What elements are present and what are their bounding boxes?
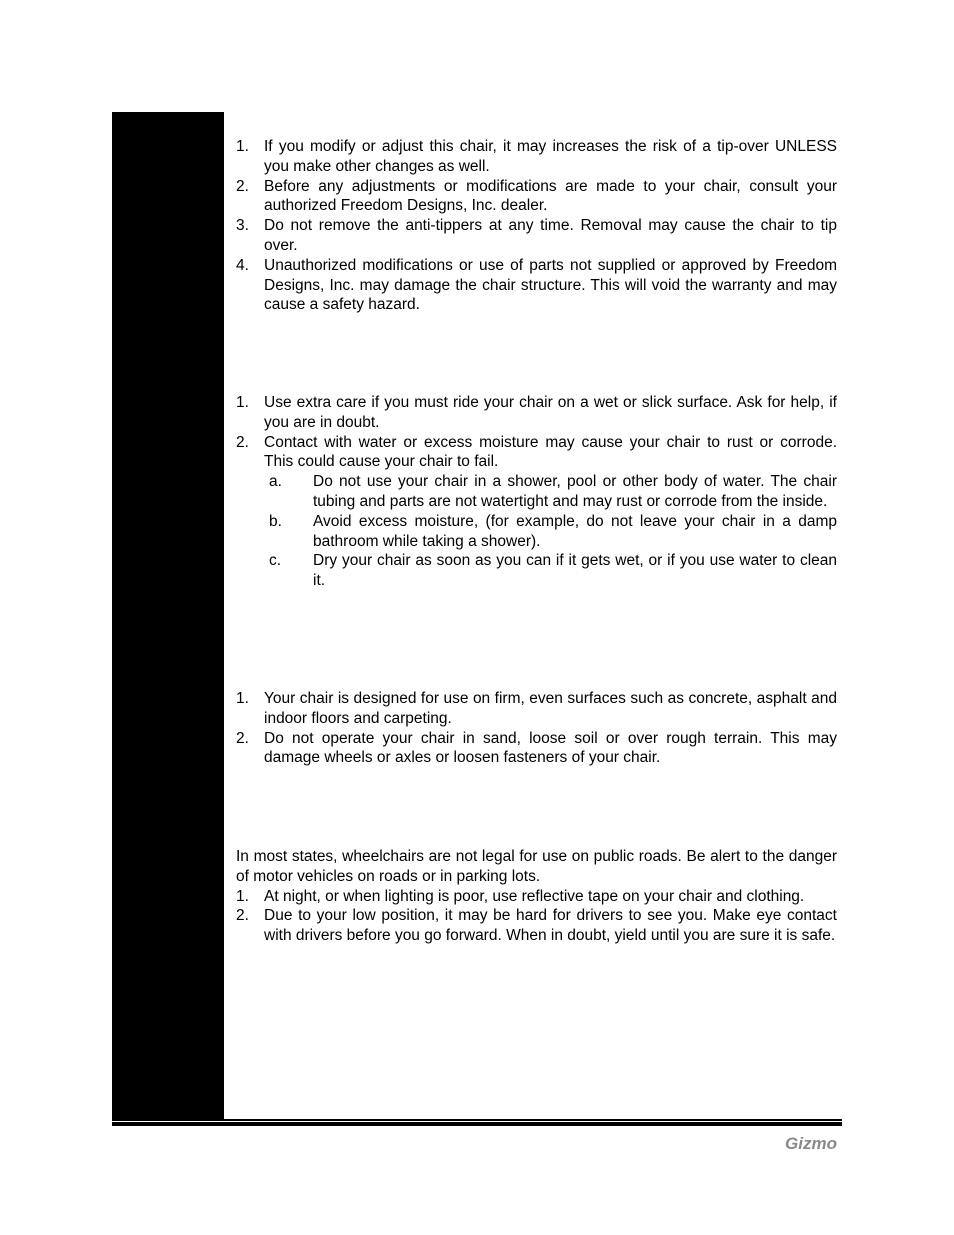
item-number: 1. [236,138,249,155]
item-text: Unauthorized modifications or use of parts not supplied or approved by Freedom Designs, Inc. may damage the chair structure. This will void the warranty and may cause a safety hazard. [264,256,837,314]
item-number: 2. [236,729,249,747]
list-item [236,689,837,729]
item-text: Use extra care if you must ride your chair on a wet or slick surface. Ask for help, if you are in doubt. [264,394,837,431]
item-text: Before any adjustments or modifications are made to your chair, consult your authorized Freedom Designs, Inc. dealer. [264,177,837,215]
list-item [236,887,837,907]
sub-list-item [236,512,837,552]
list-item [236,177,837,217]
list-item [236,137,837,177]
item-number: 1. [236,690,249,707]
item-number: 2. [236,907,249,925]
sub-item-text: Do not use your chair in a shower, pool or other body of water. The chair tubing and parts are not watertight and may rust or corrode from the inside. [313,473,837,510]
item-number: 3. [236,217,249,235]
list-item [236,256,837,315]
item-text: Due to your low position, it may be hard for drivers to see you. Make eye contact with drivers before you go forward. When in doubt, yield until you are sure it is safe. [264,907,837,945]
sub-item-text: Dry your chair as soon as you can if it gets wet, or if you use water to clean it. [313,552,837,590]
list-item [236,906,837,946]
list-item [236,433,837,473]
item-text: Do not remove the anti-tippers at any time. Removal may cause the chair to tip over. [264,217,837,254]
section-wet-surfaces [236,393,837,591]
sub-item-letter: b. [269,512,282,530]
list-item [236,216,837,256]
item-text: Contact with water or excess moisture may cause your chair to rust or corrode. This could cause your chair to fail. [264,433,837,471]
sub-list-item [236,551,837,591]
footer-rule-thin [112,1119,842,1121]
item-text: At night, or when lighting is poor, use reflective tape on your chair and clothing. [264,887,805,905]
section-terrain [236,689,837,768]
sidebar-black-band [112,112,224,1119]
sub-item-letter: a. [269,473,282,491]
footer-rule-thick [112,1122,842,1126]
footer-brand: Gizmo [785,1134,837,1153]
item-text: Your chair is designed for use on firm, even surfaces such as concrete, asphalt and indoor floors and carpeting. [264,690,837,727]
intro-paragraph: In most states, wheelchairs are not legal for use on public roads. Be alert to the danger of motor vehicles on roads or in parking lots. [236,848,837,885]
item-number: 4. [236,256,249,274]
sub-item-text: Avoid excess moisture, (for example, do not leave your chair in a damp bathroom while taking a shower). [313,512,837,550]
item-number: 2. [236,177,249,195]
list-item [236,729,837,769]
section-public-roads [236,847,837,946]
item-text: Do not operate your chair in sand, loose soil or over rough terrain. This may damage wheels or axles or loosen fasteners of your chair. [264,729,837,767]
item-number: 1. [236,887,249,905]
sub-item-letter: c. [269,552,282,570]
section-modifications [236,137,837,315]
sub-list-item [236,472,837,512]
item-number: 1. [236,394,249,411]
item-number: 2. [236,433,249,451]
item-text: If you modify or adjust this chair, it may increases the risk of a tip-over UNLESS you make other changes as well. [264,138,837,175]
list-item [236,393,837,433]
